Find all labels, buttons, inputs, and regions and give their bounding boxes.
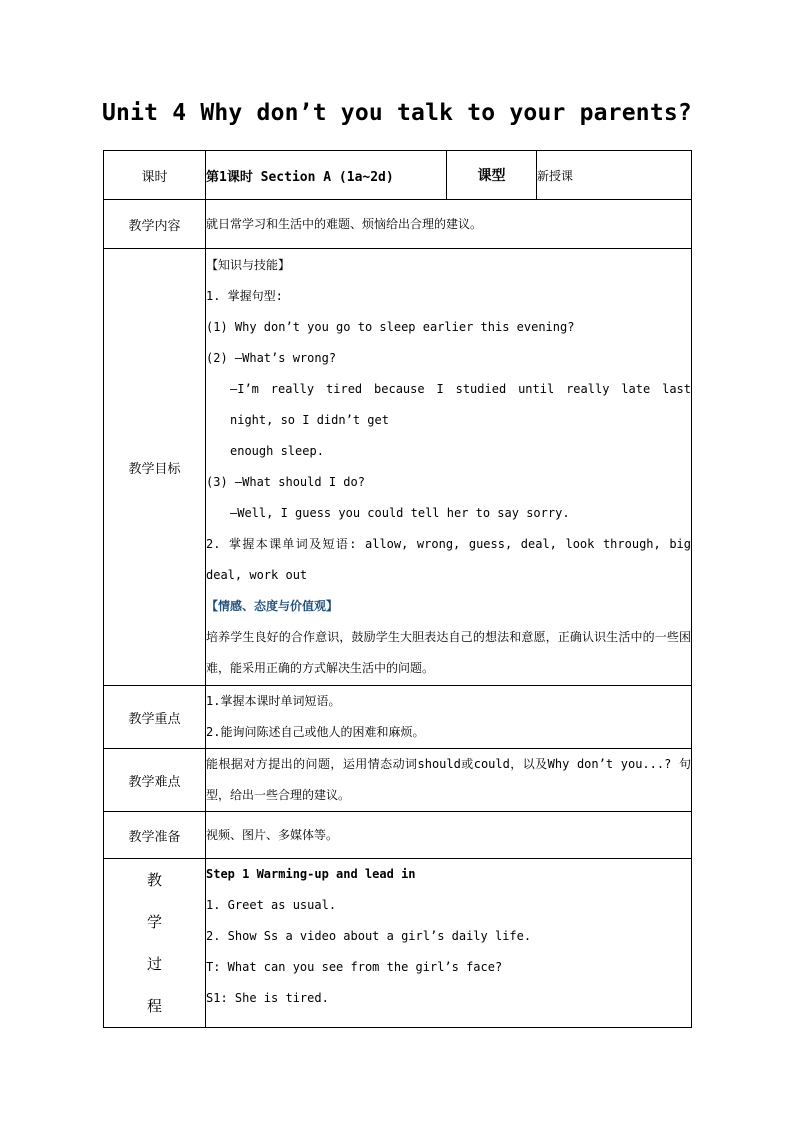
row-objectives bbox=[104, 249, 692, 686]
teaching-content-text: 就日常学习和生活中的难题、烦恼给出合理的建议。 bbox=[206, 200, 692, 249]
row-lesson-period bbox=[104, 151, 692, 200]
key-point-1: 1.掌握本课时单词短语。 bbox=[206, 694, 341, 708]
row-teaching-content bbox=[104, 200, 692, 249]
label-key-points: 教学重点 bbox=[104, 686, 206, 749]
sentence-2: (2) —What’s wrong? bbox=[206, 351, 337, 365]
process-line-2: 2. Show Ss a video about a girl’s daily life. bbox=[206, 929, 532, 943]
key-points-content bbox=[206, 686, 692, 749]
emotion-text: 培养学生良好的合作意识，鼓励学生大胆表达自己的想法和意愿，正确认识生活中的一些困难，能采用正确的方式解决生活中的问题。 bbox=[206, 630, 691, 675]
row-process bbox=[104, 859, 692, 1028]
row-key-points bbox=[104, 686, 692, 749]
sentence-3-answer: —Well, I guess you could tell her to say sorry. bbox=[230, 506, 570, 520]
process-content bbox=[206, 859, 692, 1028]
objectives-content bbox=[206, 249, 692, 686]
sentence-2-answer: —I’m really tired because I studied until really late last night, so I didn’t get bbox=[230, 382, 691, 427]
lesson-type-value: 新授课 bbox=[537, 151, 692, 200]
row-preparation bbox=[104, 812, 692, 859]
process-line-4: S1: She is tired. bbox=[206, 991, 329, 1005]
process-line-3: T: What can you see from the girl’s face? bbox=[206, 960, 503, 974]
row-difficulties bbox=[104, 749, 692, 812]
process-step-title: Step 1 Warming-up and lead in bbox=[206, 867, 416, 881]
process-line-1: 1. Greet as usual. bbox=[206, 898, 337, 912]
label-difficulties: 教学难点 bbox=[104, 749, 206, 812]
emotion-heading: 【情感、态度与价值观】 bbox=[206, 599, 339, 613]
label-process-bottom: 过程 bbox=[146, 955, 190, 1015]
sentence-2-answer-cont: enough sleep. bbox=[230, 444, 324, 458]
key-point-2: 2.能询问陈述自己或他人的困难和麻烦。 bbox=[206, 725, 425, 739]
label-process-top: 教学 bbox=[146, 871, 190, 931]
label-teaching-content: 教学内容 bbox=[104, 200, 206, 249]
objective-item-2: 2. 掌握本课单词及短语: allow, wrong, guess, deal, look through, big deal, work out bbox=[206, 537, 691, 582]
label-preparation: 教学准备 bbox=[104, 812, 206, 859]
page-title: Unit 4 Why don’t you talk to your parents? bbox=[102, 100, 692, 126]
preparation-text: 视频、图片、多媒体等。 bbox=[206, 812, 692, 859]
label-lesson-period: 课时 bbox=[104, 151, 206, 200]
lesson-plan-table bbox=[103, 150, 692, 1028]
difficulties-text: 能根据对方提出的问题，运用情态动词should或could，以及Why don’t you...? 句型，给出一些合理的建议。 bbox=[206, 749, 692, 812]
sentence-1: (1) Why don’t you go to sleep earlier this evening? bbox=[206, 320, 575, 334]
lesson-section: 第1课时 Section A (1a~2d) bbox=[206, 151, 447, 200]
label-objectives: 教学目标 bbox=[104, 249, 206, 686]
label-lesson-type: 课型 bbox=[447, 151, 537, 200]
label-process bbox=[104, 859, 206, 1028]
objective-item-1: 1. 掌握句型: bbox=[206, 289, 283, 303]
knowledge-heading: 【知识与技能】 bbox=[206, 258, 291, 272]
sentence-3: (3) —What should I do? bbox=[206, 475, 365, 489]
